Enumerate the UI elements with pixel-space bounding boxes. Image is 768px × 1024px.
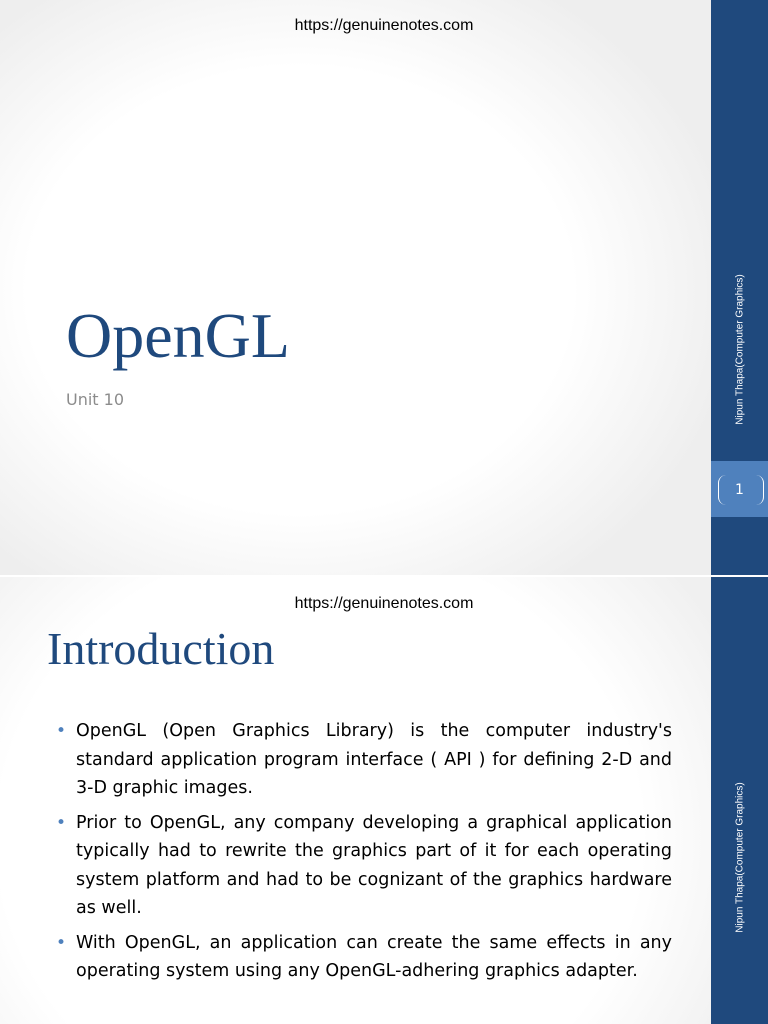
bullet-item: • OpenGL (Open Graphics Library) is the computer industry's standard application program interface ( API ) for defining 2-D and 3-D graphic images. [52,717,672,803]
author-label: Nipun Thapa(Computer Graphics) [734,782,746,933]
bullet-item: • With OpenGL, an application can create the same effects in any operating system using any OpenGL-adhering graphics adapter. [52,929,672,986]
bullet-list [52,717,672,992]
source-url[interactable]: https://genuinenotes.com [294,17,474,34]
page-number: 1 [735,482,744,498]
slide-title: OpenGL [66,300,290,371]
slide-subtitle: Unit 10 [66,390,125,409]
author-label: Nipun Thapa(Computer Graphics) [734,274,746,425]
source-url[interactable]: https://genuinenotes.com [294,595,474,612]
page-number-box [711,461,768,517]
bullet-item: • Prior to OpenGL, any company developing a graphical application typically had to rewrite the graphics part of it for each operating system platform and had to be cognizant of the graphics hardware as well. [52,809,672,923]
slide-title: Introduction [47,623,275,674]
sidebar [711,577,768,1024]
slide-2 [0,577,768,1024]
